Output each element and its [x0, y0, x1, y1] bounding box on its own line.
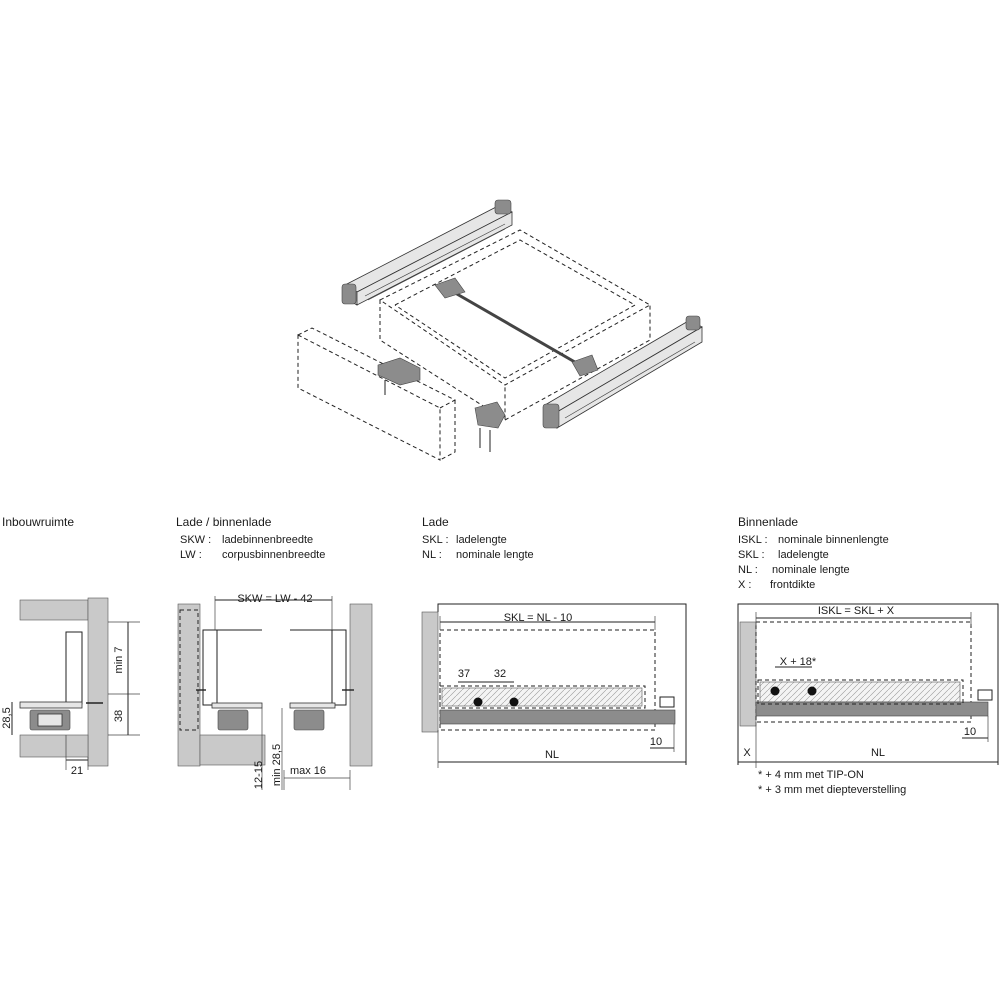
right-runner — [543, 316, 702, 428]
dim-28-5: 28,5 — [1, 707, 13, 729]
legend-key-iskl: ISKL : — [738, 534, 768, 546]
section-title-inbouwruimte: Inbouwruimte — [2, 515, 75, 529]
dim-max16: max 16 — [289, 765, 327, 777]
legend-text-nl-b: nominale lengte — [772, 564, 850, 576]
legend-text-skl-b: ladelengte — [778, 549, 829, 561]
legend-key-skl-b: SKL : — [738, 549, 765, 561]
dim-skl: SKL = NL - 10 — [503, 612, 573, 624]
sync-rod — [435, 278, 598, 376]
inbouw-drawing — [12, 598, 140, 770]
section-lade — [422, 515, 686, 768]
legend-text-iskl: nominale binnenlengte — [778, 534, 889, 546]
dim-37: 37 — [457, 668, 471, 680]
dim-iskl: ISKL = SKL + X — [817, 605, 895, 617]
lade-drawing — [422, 604, 686, 768]
dim-min-28-5: min 28,5 — [271, 743, 283, 787]
section-title-lade: Lade — [422, 515, 449, 529]
section-inbouwruimte — [1, 515, 140, 777]
section-title-lade-binnenlade: Lade / binnenlade — [176, 515, 272, 529]
dim-nl-lade: NL — [544, 749, 560, 761]
dim-12-15: 12-15 — [253, 760, 265, 790]
left-runner — [342, 200, 512, 305]
legend-key-skl: SKL : — [422, 534, 449, 546]
legend-key-nl: NL : — [422, 549, 442, 561]
dim-nl-binnenlade: NL — [870, 747, 886, 759]
legend-text-nl: nominale lengte — [456, 549, 534, 561]
dim-21: 21 — [70, 765, 84, 777]
legend-key-nl-b: NL : — [738, 564, 758, 576]
isometric-assembly — [298, 200, 702, 460]
dim-32: 32 — [493, 668, 507, 680]
legend-text-x: frontdikte — [770, 579, 816, 591]
legend-key-lw: LW : — [180, 549, 202, 561]
legend-key-skw: SKW : — [180, 534, 212, 546]
legend-text-skl: ladelengte — [456, 534, 507, 546]
note-diepteverstelling: * + 3 mm met diepteverstelling — [758, 784, 907, 796]
binnenlade-drawing — [738, 604, 998, 768]
dim-38: 38 — [113, 709, 125, 723]
dim-skw: SKW = LW - 42 — [237, 593, 313, 605]
dim-x: X — [743, 747, 751, 759]
dim-10-binnenlade: 10 — [963, 726, 977, 738]
front-panel-outline — [298, 328, 455, 460]
legend-text-lw: corpusbinnenbreedte — [222, 549, 326, 561]
section-lade-binnenlade — [176, 515, 372, 790]
dim-x18: X + 18* — [779, 656, 817, 668]
dim-10-lade: 10 — [649, 736, 663, 748]
note-tip-on: * + 4 mm met TIP-ON — [758, 769, 864, 781]
legend-text-skw: ladebinnenbreedte — [222, 534, 314, 546]
section-title-binnenlade: Binnenlade — [738, 515, 799, 529]
section-binnenlade — [738, 515, 998, 796]
dim-min7: min 7 — [113, 646, 125, 674]
legend-key-x: X : — [738, 579, 752, 591]
